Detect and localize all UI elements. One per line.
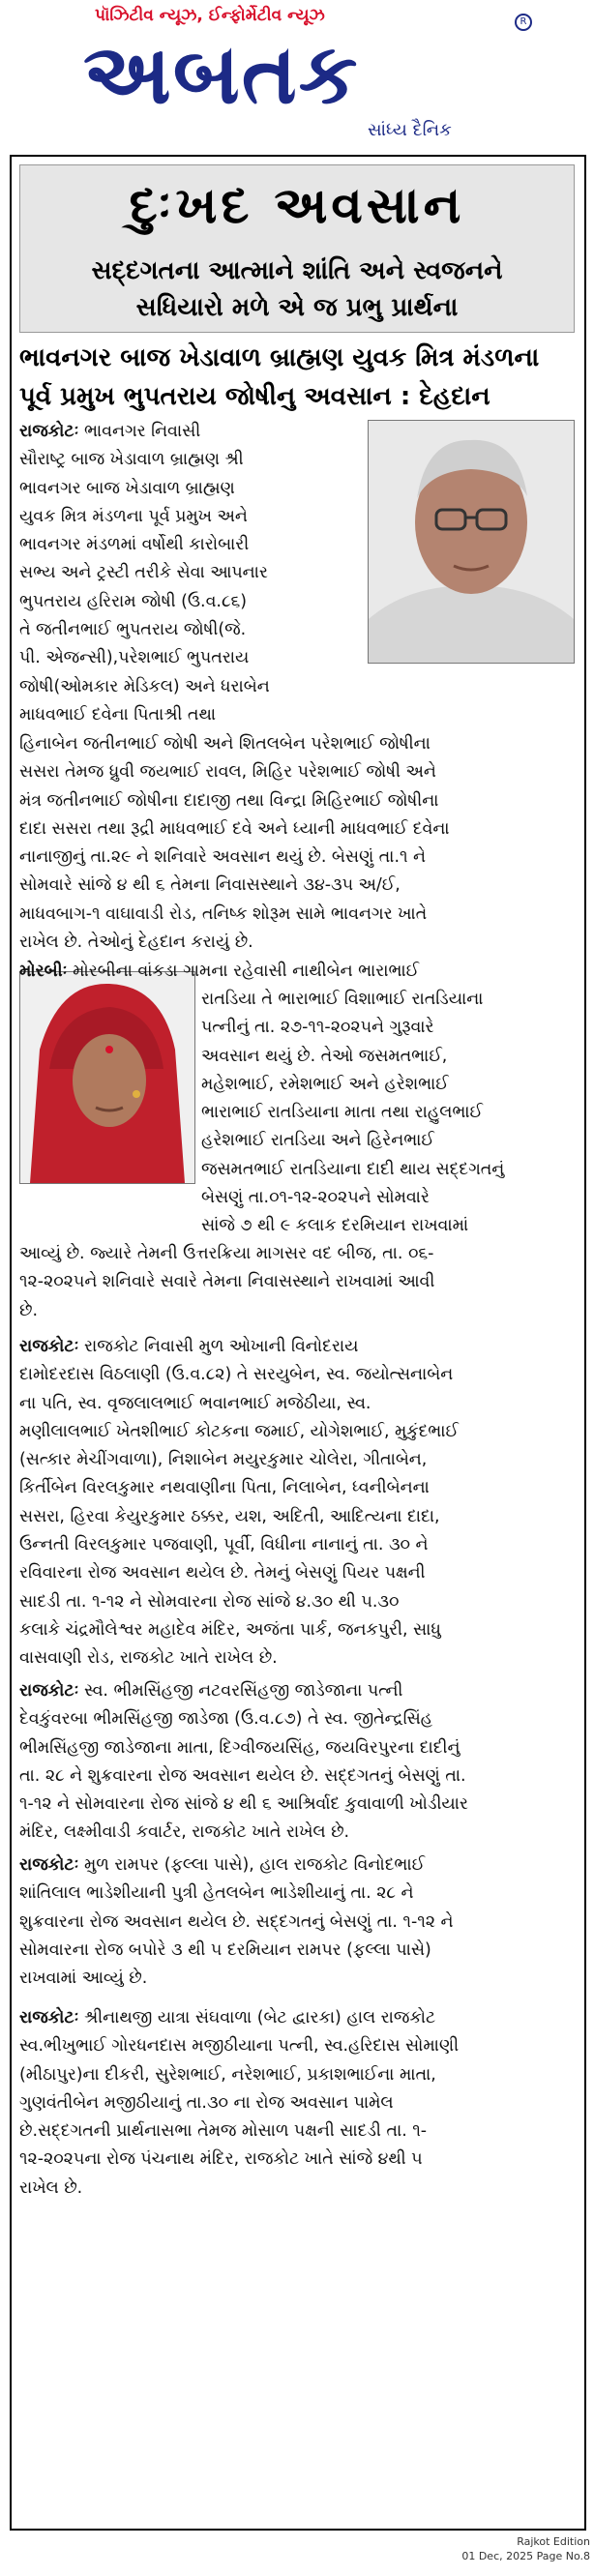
obituary-1-line: ભુપતરાય હરિરામ જોષી (ઉ.વ.૮૬) <box>19 591 248 611</box>
obituary-6 <box>19 2004 575 2203</box>
headline-line1: ભાવનગર બાજ ખેડાવાળ બ્રાહ્મણ યુવક મિત્ર મંડળના <box>19 343 540 372</box>
obituary-1-line: સૌરાષ્ટ્ર બાજ ખેડાવાળ બ્રાહ્મણ શ્રી <box>19 450 244 470</box>
obituary-1-line: હિનાબેન જતીનભાઈ જોષી અને શિતલબેન પરેશભાઈ જોષીના <box>19 734 431 754</box>
obituary-2-line: સાંજે ૭ થી ૯ કલાક દરમિયાન રાખવામાં <box>201 1216 469 1236</box>
obituary-2 <box>19 958 575 986</box>
obituary-2-line: ભારાભાઈ રાતડિયાના માતા તથા રાહુલભાઈ <box>201 1103 483 1123</box>
obituary-6-line: (મીઠાપુર)ના દીકરી, સુરેશભાઈ, નરેશભાઈ, પ્રકાશભાઈના માતા, <box>19 2064 436 2085</box>
obituary-5-dateline: રાજકોટઃ <box>19 1855 79 1875</box>
obituary-page <box>10 155 586 2531</box>
obituary-1-line: સસરા તેમજ ધ્રુવી જયભાઈ રાવલ, મિહિર પરેશભાઈ જોષી અને <box>19 762 436 783</box>
obituary-4-line: ૧-૧૨ ને સોમવારના રોજ સાંજે ૪ થી ૬ આશ્રિર્વાદ કુવાવાળી ખોડીયાર <box>19 1794 468 1815</box>
obituary-3-line: સસરા, હિરવા કેયુરકુમાર ઠક્કર, યશ, અદિતી, આદિત્યના દાદા, <box>19 1506 440 1526</box>
lead-headline <box>19 339 575 416</box>
obituary-4-line: મંદિર, લક્ષ્મીવાડી કવાર્ટર, રાજકોટ ખાતે રાખેલ છે. <box>19 1822 350 1843</box>
edition-date-page: 01 Dec, 2025 Page No.8 <box>461 2550 590 2562</box>
obituary-3-line: ના પતિ, સ્વ. વૃજલાલભાઈ ભવાનભાઈ મજેઠીયા, સ્વ. <box>19 1393 371 1413</box>
obituary-1-line: તે જતીનભાઈ ભુપતરાય જોષી(જે. <box>19 620 247 640</box>
obituary-3-line: ઉન્નતી વિરલકુમાર પજવાણી, પૂર્વી, વિધીના નાનાનું તા. ૩૦ ને <box>19 1535 429 1555</box>
obituary-5-line: શાંતિલાલ ભાડેશીયાની પુત્રી હેતલબેન ભાડેશીયાનું તા. ૨૮ ને <box>19 1883 414 1904</box>
obituary-2-line: અવસાન થયું છે. તેઓ જસમતભાઈ, <box>201 1046 448 1066</box>
obituary-2-line: મોરબીના વાંકડા ગામના રહેવાસી નાથીબેન ભારાભાઈ <box>73 962 420 981</box>
obituary-1-line: પી. એજન્સી),પરેશભાઈ ભુપતરાય <box>19 648 250 668</box>
obituary-3-line: કિર્તીબેન વિરલકુમાર નથવાણીના પિતા, નિલાબેન, ધ્વનીબેનના <box>19 1478 430 1498</box>
obituary-3-line: વાસવાણી રોડ, રાજકોટ ખાતે રાખેલ છે. <box>19 1648 278 1669</box>
obituary-2-continued <box>19 1240 575 1325</box>
obituary-1-line: મંત્ર જતીનભાઈ જોષીના દાદાજી તથા વિન્દ્રા મિહિરભાઈ જોષીના <box>19 790 439 811</box>
obituary-5-line: સોમવારના રોજ બપોરે ૩ થી ૫ દરમિયાન રામપર (ફલ્લા પાસે) <box>19 1939 431 1960</box>
notice-header <box>19 164 575 333</box>
obituary-1-line: ભાવનગર નિવાસી <box>83 422 201 441</box>
obituary-3 <box>19 1333 575 1673</box>
obituary-6-line: શ્રીનાથજી યાત્રા સંઘવાળા (બેટ દ્વારકા) હાલ રાજકોટ <box>83 2008 436 2028</box>
obituary-2-line: જસમતભાઈ રાતડિયાના દાદી થાય સદ્દગતનું <box>201 1159 505 1179</box>
obituary-1-line: જોષી(ઓમકાર મેડિકલ) અને ધરાબેન <box>19 676 270 696</box>
obituary-1-line: સભ્ય અને ટ્રસ્ટી તરીકે સેવા આપનાર <box>19 563 268 583</box>
edition-type: સાંધ્ય દૈનિક <box>368 120 452 140</box>
obituary-1-line: રાખેલ છે. તેઓનું દેહદાન કરાયું છે. <box>19 933 253 953</box>
obituary-2-line: છે. <box>19 1300 38 1320</box>
obituary-2-line: ૧૨-૨૦૨૫ને શનિવારે સવારે તેમના નિવાસસ્થાને રાખવામાં આવી <box>19 1272 435 1292</box>
obituary-3-line: સાદડી તા. ૧-૧૨ ને સોમવારના રોજ સાંજે ૪.૩૦ થી ૫.૩૦ <box>19 1591 400 1612</box>
obituary-3-line: મણીલાલભાઈ ખેતશીભાઈ કોટકના જમાઈ, યોગેશભાઈ, મુકુંદભાઈ <box>19 1421 459 1441</box>
obituary-1-dateline: રાજકોટઃ <box>19 422 79 441</box>
obituary-1-continued <box>19 730 575 957</box>
masthead <box>0 0 594 145</box>
portrait-photo-nathiben <box>19 971 195 1184</box>
edition-footer <box>455 2534 590 2563</box>
obituary-2-line: બેસણું તા.૦૧-૧૨-૨૦૨૫ને સોમવારે <box>201 1188 430 1208</box>
obituary-3-dateline: રાજકોટઃ <box>19 1337 79 1356</box>
obituary-4-dateline: રાજકોટઃ <box>19 1681 79 1701</box>
obituary-2-line: રાતડિયા તે ભારાભાઈ વિશાભાઈ રાતડિયાના <box>201 990 484 1009</box>
portrait-photo-bhupatray <box>368 420 575 664</box>
obituary-2-line: આવ્યું છે. જ્યારે તેમની ઉત્તરક્રિયા માગસર વદ બીજ, તા. ૦૬- <box>19 1244 434 1263</box>
obituary-1-line: ભાવનગર બાજ ખેડાવાળ બ્રાહ્મણ <box>19 478 235 498</box>
obituary-3-line: રાજકોટ નિવાસી મુળ ઓખાની વિનોદરાય <box>83 1337 359 1356</box>
obituary-5-line: રાખવામાં આવ્યું છે. <box>19 1969 148 1989</box>
registered-mark-icon: R <box>515 14 532 31</box>
obituary-1-line: યુવક મિત્ર મંડળના પૂર્વ પ્રમુખ અને <box>19 506 248 526</box>
obituary-2-line: પત્નીનું તા. ૨૭-૧૧-૨૦૨૫ને ગુરૂવારે <box>201 1018 434 1038</box>
notice-title: દુઃખદ અવસાન <box>129 177 465 235</box>
obituary-1-line: ભાવનગર મંડળમાં વર્ષોથી કારોબારી <box>19 535 250 555</box>
obituary-4-line: દેવકુંવરબા ભીમસિંહજી જાડેજા (ઉ.વ.૮૭) તે સ્વ. જીતેન્દ્રસિંહ <box>19 1709 433 1730</box>
obituary-1-line: દાદા સસરા તથા રૂદ્રી માધવભાઈ દવે અને ધ્યાની માધવભાઈ દવેના <box>19 818 450 839</box>
obituary-1-line: માધવભાઈ દવેના પિતાશ્રી તથા <box>19 704 217 725</box>
obituary-5-line: શુક્રવારના રોજ અવસાન થયેલ છે. સદ્દગતનું બેસણું તા. ૧-૧૨ ને <box>19 1911 454 1932</box>
obituary-1-line: માધવબાગ-૧ વાઘાવાડી રોડ, તનિષ્ક શોરૂમ સામે ભાવનગર ખાતે <box>19 903 428 924</box>
obituary-3-line: દામોદરદાસ વિઠલાણી (ઉ.વ.૮૨) તે સરયુબેન, સ્વ. જયોત્સનાબેન <box>19 1365 454 1385</box>
obituary-4-line: તા. ૨૮ ને શુક્રવારના રોજ અવસાન થયેલ છે. સદ્દગતનું બેસણું તા. <box>19 1765 466 1786</box>
obituary-6-line: રાખેલ છે. <box>19 2177 83 2198</box>
obituary-4 <box>19 1677 575 1848</box>
obituary-3-line: (સત્કાર મેચીંગવાળા), નિશાબેન મયુરકુમાર ચોલેરા, ગીતાબેન, <box>19 1450 428 1470</box>
obituary-1 <box>19 418 360 729</box>
obituary-4-line: ભીમસિંહજી જાડેજાના માતા, દિગ્વીજયસિંહ, જયવિરપુરના દાદીનું <box>19 1737 460 1758</box>
notice-subtitle <box>20 252 574 326</box>
obituary-6-line: ૧૨-૨૦૨૫ના રોજ પંચનાથ મંદિર, રાજકોટ ખાતે સાંજે ૪થી ૫ <box>19 2149 423 2170</box>
newspaper-logo: અબતક <box>83 26 360 123</box>
obituary-4-line: સ્વ. ભીમસિંહજી નટવરસિંહજી જાડેજાના પત્ની <box>83 1681 403 1701</box>
headline-line2: પૂર્વ પ્રમુખ ભુપતરાય જોષીનુ અવસાન : દેહદાન <box>19 382 490 411</box>
notice-subtitle-line2: સધિયારો મળે એ જ પ્રભુ પ્રાર્થના <box>135 293 459 322</box>
obituary-3-line: કલાકે ચંદ્રમૌલેશ્વર મહાદેવ મંદિર, અજંતા પાર્ક, જનકપુરી, સાધુ <box>19 1619 441 1640</box>
obituary-2-line: હરેશભાઈ રાતડિયા અને હિરેનભાઈ <box>201 1131 434 1151</box>
obituary-1-line: નાનાજીનું તા.૨૯ ને શનિવારે અવસાન થયું છે. બેસણું તા.૧ ને <box>19 847 426 868</box>
obituary-6-line: છે.સદ્દગતની પ્રાર્થનાસભા તેમજ મોસાળ પક્ષની સાદડી તા. ૧- <box>19 2121 428 2142</box>
obituary-2-line: મહેશભાઈ, રમેશભાઈ અને હરેશભાઈ <box>201 1074 449 1094</box>
notice-subtitle-line1: સદ્દગતના આત્માને શાંતિ અને સ્વજનને <box>91 256 503 285</box>
obituary-6-line: સ્વ.ભીખુભાઈ ગોરધનદાસ મજીઠીયાના પત્ની, સ્વ.હરિદાસ સોમાણી <box>19 2036 460 2057</box>
obituary-1-line: સોમવારે સાંજે ૪ થી ૬ તેમના નિવાસસ્થાને ૩૪-૩૫ અ/ઈ, <box>19 875 401 896</box>
obituary-5 <box>19 1851 575 1993</box>
obituary-5-line: મુળ રામપર (ફલ્લા પાસે), હાલ રાજકોટ વિનોદભાઈ <box>83 1855 426 1875</box>
obituary-6-line: ગુણવંતીબેન મજીઠીયાનું તા.૩૦ ના રોજ અવસાન પામેલ <box>19 2092 394 2113</box>
tagline: પૉઝિટીવ ન્યૂઝ, ઈન્ફોર્મેટીવ ન્યૂઝ <box>95 6 325 25</box>
obituary-3-line: રવિવારના રોજ અવસાન થયેલ છે. તેમનું બેસણું પિયર પક્ષની <box>19 1563 426 1584</box>
obituary-6-dateline: રાજકોટઃ <box>19 2008 79 2028</box>
obituary-2-dateline: મોરબીઃ <box>19 962 68 981</box>
edition-name: Rajkot Edition <box>517 2535 590 2548</box>
obituary-2-wrap <box>201 986 575 1241</box>
